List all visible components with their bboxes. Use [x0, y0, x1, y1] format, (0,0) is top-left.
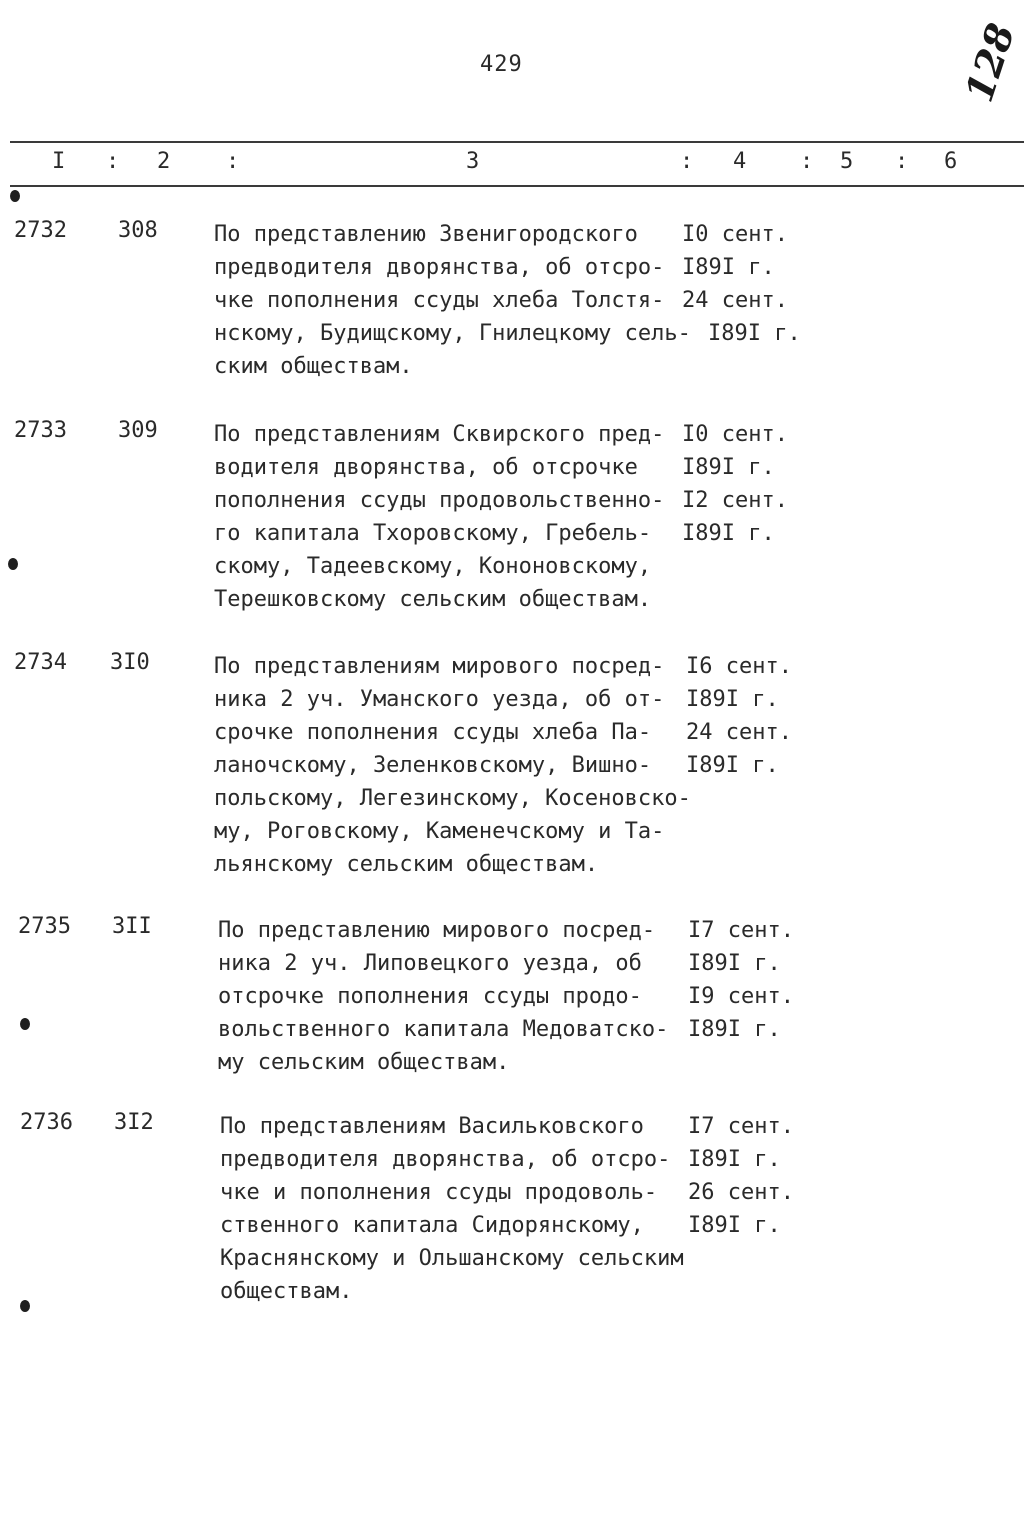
- entry-number: 2736: [20, 1110, 73, 1135]
- entry-text-line: ским обществам.: [214, 354, 413, 379]
- entry-number: 2733: [14, 418, 67, 443]
- entry-number: 2735: [18, 914, 71, 939]
- entry-text-line: обществам.: [220, 1279, 353, 1304]
- entry-text-line: ника 2 уч. Уманского уезда, об от-: [214, 687, 665, 712]
- column-separator: :: [895, 149, 909, 174]
- entry-date-line: I2 сент.: [682, 488, 788, 513]
- column-separator: :: [680, 149, 694, 174]
- entry-date-line: I9 сент.: [688, 984, 794, 1009]
- entry-text-line: ственного капитала Сидорянскому,: [220, 1213, 644, 1238]
- entry-text-line: вольственного капитала Медоватско-: [218, 1017, 669, 1042]
- entry-case-number: 308: [118, 218, 158, 243]
- entry-text-line: му, Роговскому, Каменечскому и Та-: [214, 819, 665, 844]
- entry-date-line: I89I г.: [682, 455, 775, 480]
- entry-text-line: По представлениям мирового посред-: [214, 654, 665, 679]
- entry-date-line: I89I г.: [682, 255, 775, 280]
- column-separator: :: [800, 149, 814, 174]
- entry-text-line: го капитала Тхоровскому, Гребель-: [214, 521, 652, 546]
- entry-text-line: Терешковскому сельским обществам.: [214, 587, 652, 612]
- column-header-5: 5: [840, 149, 854, 174]
- entry-case-number: 309: [118, 418, 158, 443]
- entry-dates: [686, 650, 792, 782]
- entry-description: [214, 218, 734, 383]
- entry-text-line: ланочскому, Зеленковскому, Вишно-: [214, 753, 652, 778]
- entry-text-line: предводителя дворянства, об отсро-: [220, 1147, 671, 1172]
- entry-date-line: I89I г.: [708, 321, 801, 346]
- entry-text-line: польскому, Легезинскому, Косеновско-: [214, 786, 691, 811]
- entry-text-line: Краснянскому и Ольшанскому сельским: [220, 1246, 684, 1271]
- entry-dates: [688, 914, 794, 1046]
- entry-dates: [682, 218, 801, 350]
- entry-date-line: I89I г.: [688, 951, 781, 976]
- column-header-6: 6: [944, 149, 958, 174]
- entry-date-line: I89I г.: [682, 521, 775, 546]
- entry-date-line: I89I г.: [688, 1017, 781, 1042]
- header-bottom-rule: [10, 185, 1024, 187]
- entry-text-line: По представлению мирового посред-: [218, 918, 656, 943]
- entry-text-line: му сельским обществам.: [218, 1050, 510, 1075]
- binding-hole-mark: [20, 1018, 30, 1030]
- entry-text-line: отсрочке пополнения ссуды продо-: [218, 984, 642, 1009]
- entry-text-line: водителя дворянства, об отсрочке: [214, 455, 638, 480]
- entry-dates: [682, 418, 788, 550]
- entry-number: 2732: [14, 218, 67, 243]
- entry-text-line: льянскому сельским обществам.: [214, 852, 599, 877]
- entry-date-line: I0 сент.: [682, 222, 788, 247]
- entry-date-line: I0 сент.: [682, 422, 788, 447]
- binding-hole-mark: [20, 1300, 30, 1312]
- entry-date-line: I89I г.: [686, 753, 779, 778]
- entry-text-line: скому, Тадеевскому, Кононовскому,: [214, 554, 652, 579]
- binding-hole-mark: [8, 558, 18, 570]
- entry-date-line: I89I г.: [688, 1147, 781, 1172]
- binding-hole-mark: [10, 190, 20, 202]
- entry-text-line: По представлениям Васильковского: [220, 1114, 644, 1139]
- header-top-rule: [10, 141, 1024, 143]
- entry-text-line: чке пополнения ссуды хлеба Толстя-: [214, 288, 665, 313]
- entry-text-line: По представлениям Сквирского пред-: [214, 422, 665, 447]
- entry-text-line: ника 2 уч. Липовецкого уезда, об: [218, 951, 642, 976]
- entry-date-line: I7 сент.: [688, 918, 794, 943]
- entry-text-line: срочке пополнения ссуды хлеба Па-: [214, 720, 652, 745]
- entry-text-line: пополнения ссуды продовольственно-: [214, 488, 665, 513]
- entry-case-number: 3II: [112, 914, 152, 939]
- entry-description: [220, 1110, 740, 1308]
- entry-description: [214, 418, 734, 616]
- column-header-3: 3: [466, 149, 480, 174]
- column-header-1: I: [52, 149, 66, 174]
- entry-date-line: I89I г.: [688, 1213, 781, 1238]
- entry-date-line: 24 сент.: [686, 720, 792, 745]
- entry-date-line: 24 сент.: [682, 288, 788, 313]
- entry-date-line: I89I г.: [686, 687, 779, 712]
- entry-text-line: чке и пополнения ссуды продоволь-: [220, 1180, 658, 1205]
- archive-folio-mark: 128: [956, 17, 1024, 108]
- column-header-2: 2: [157, 149, 171, 174]
- entry-description: [214, 650, 734, 881]
- entry-dates: [688, 1110, 794, 1242]
- entry-description: [218, 914, 738, 1079]
- column-separator: :: [106, 149, 120, 174]
- entry-text-line: нскому, Будищскому, Гнилецкому сель-: [214, 321, 691, 346]
- column-header-4: 4: [733, 149, 747, 174]
- entry-number: 2734: [14, 650, 67, 675]
- entry-text-line: предводителя дворянства, об отсро-: [214, 255, 665, 280]
- entry-case-number: 3I0: [110, 650, 150, 675]
- column-separator: :: [226, 149, 240, 174]
- entry-date-line: 26 сент.: [688, 1180, 794, 1205]
- page-number: 429: [480, 52, 523, 77]
- entry-case-number: 3I2: [114, 1110, 154, 1135]
- entry-date-line: I6 сент.: [686, 654, 792, 679]
- entry-date-line: I7 сент.: [688, 1114, 794, 1139]
- entry-text-line: По представлению Звенигородского: [214, 222, 638, 247]
